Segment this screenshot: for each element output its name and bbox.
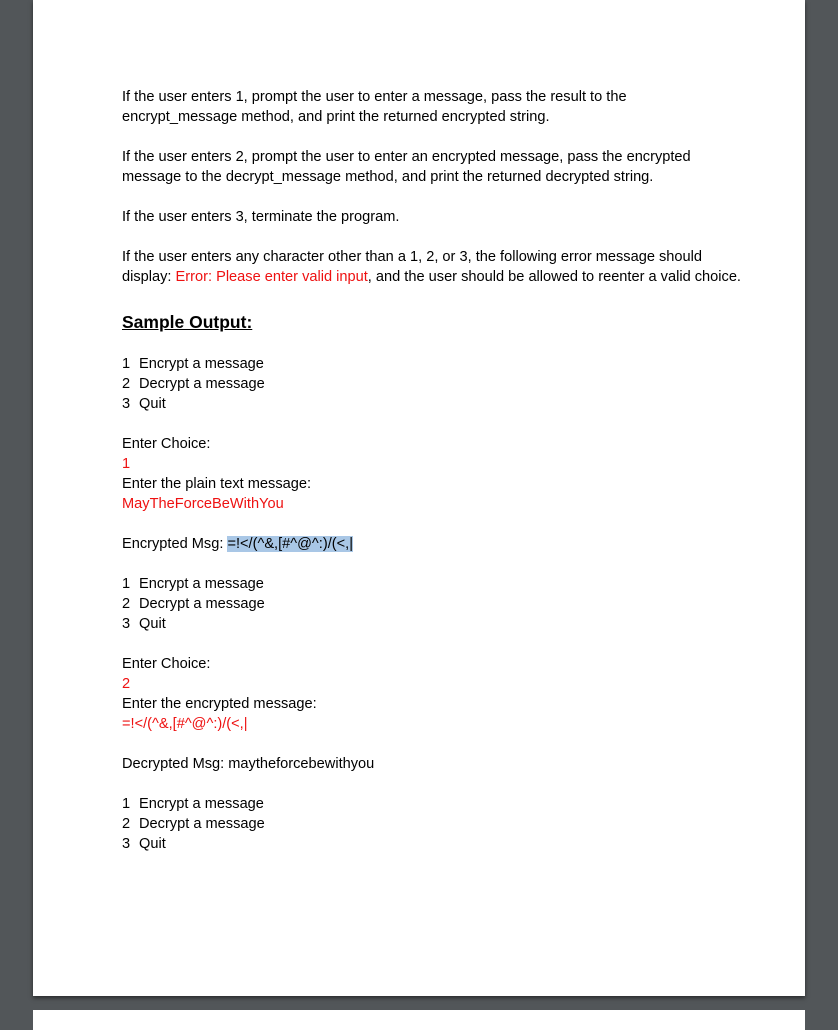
menu-item: 1 Encrypt a message — [122, 796, 264, 812]
enter-choice-prompt: Enter Choice: — [122, 656, 211, 672]
instruction-paragraph-1: If the user enters 1, prompt the user to enter a message, pass the result to the encrypt_message method, and print the returned encrypted string. — [122, 89, 627, 125]
instruction-paragraph-2: If the user enters 2, prompt the user to enter an encrypted message, pass the encrypted message to the decrypt_message method, and print the returned decrypted string. — [122, 149, 691, 185]
run-1-block — [122, 434, 742, 554]
encrypted-result-line — [122, 534, 742, 554]
next-document-page — [33, 1010, 805, 1030]
encrypted-msg-value[interactable]: =!</(^&,[#^@^:)/(<,| — [227, 536, 353, 552]
decrypted-msg-label: Decrypted Msg: — [122, 756, 229, 772]
user-choice-input: 1 — [122, 456, 131, 472]
decrypted-msg-value: maytheforcebewithyou — [228, 756, 375, 772]
instruction-paragraph-3: If the user enters 3, terminate the program. — [122, 209, 400, 225]
sample-output-heading: Sample Output: — [122, 312, 253, 332]
page-content — [122, 87, 742, 854]
instruction-text: If the user enters any character other than a 1, 2, or 3, the following error message should display: — [122, 249, 703, 285]
user-choice-input: 2 — [122, 676, 131, 692]
menu-item: 3 Quit — [122, 616, 166, 632]
plain-text-prompt: Enter the plain text message: — [122, 476, 312, 492]
decrypted-result-line — [122, 754, 742, 774]
error-message-text: Error: Please enter valid input — [175, 269, 368, 285]
run-2-block — [122, 654, 742, 774]
instruction-text: , and the user should be allowed to reenter a valid choice. — [367, 269, 741, 285]
menu-item: 2 Decrypt a message — [122, 596, 265, 612]
encrypted-message-input: =!</(^&,[#^@^:)/(<,| — [122, 716, 248, 732]
menu-item: 2 Decrypt a message — [122, 816, 265, 832]
instruction-paragraph-4 — [122, 247, 742, 287]
menu-block-1 — [122, 354, 742, 414]
enter-choice-prompt: Enter Choice: — [122, 436, 211, 452]
menu-item: 1 Encrypt a message — [122, 576, 264, 592]
menu-item: 3 Quit — [122, 836, 166, 852]
plain-text-input: MayTheForceBeWithYou — [122, 496, 284, 512]
menu-item: 3 Quit — [122, 396, 166, 412]
encrypted-msg-label: Encrypted Msg: — [122, 536, 228, 552]
encrypted-message-prompt: Enter the encrypted message: — [122, 696, 317, 712]
menu-item: 2 Decrypt a message — [122, 376, 265, 392]
menu-block-3 — [122, 794, 742, 854]
menu-item: 1 Encrypt a message — [122, 356, 264, 372]
menu-block-2 — [122, 574, 742, 634]
document-page — [33, 0, 805, 996]
